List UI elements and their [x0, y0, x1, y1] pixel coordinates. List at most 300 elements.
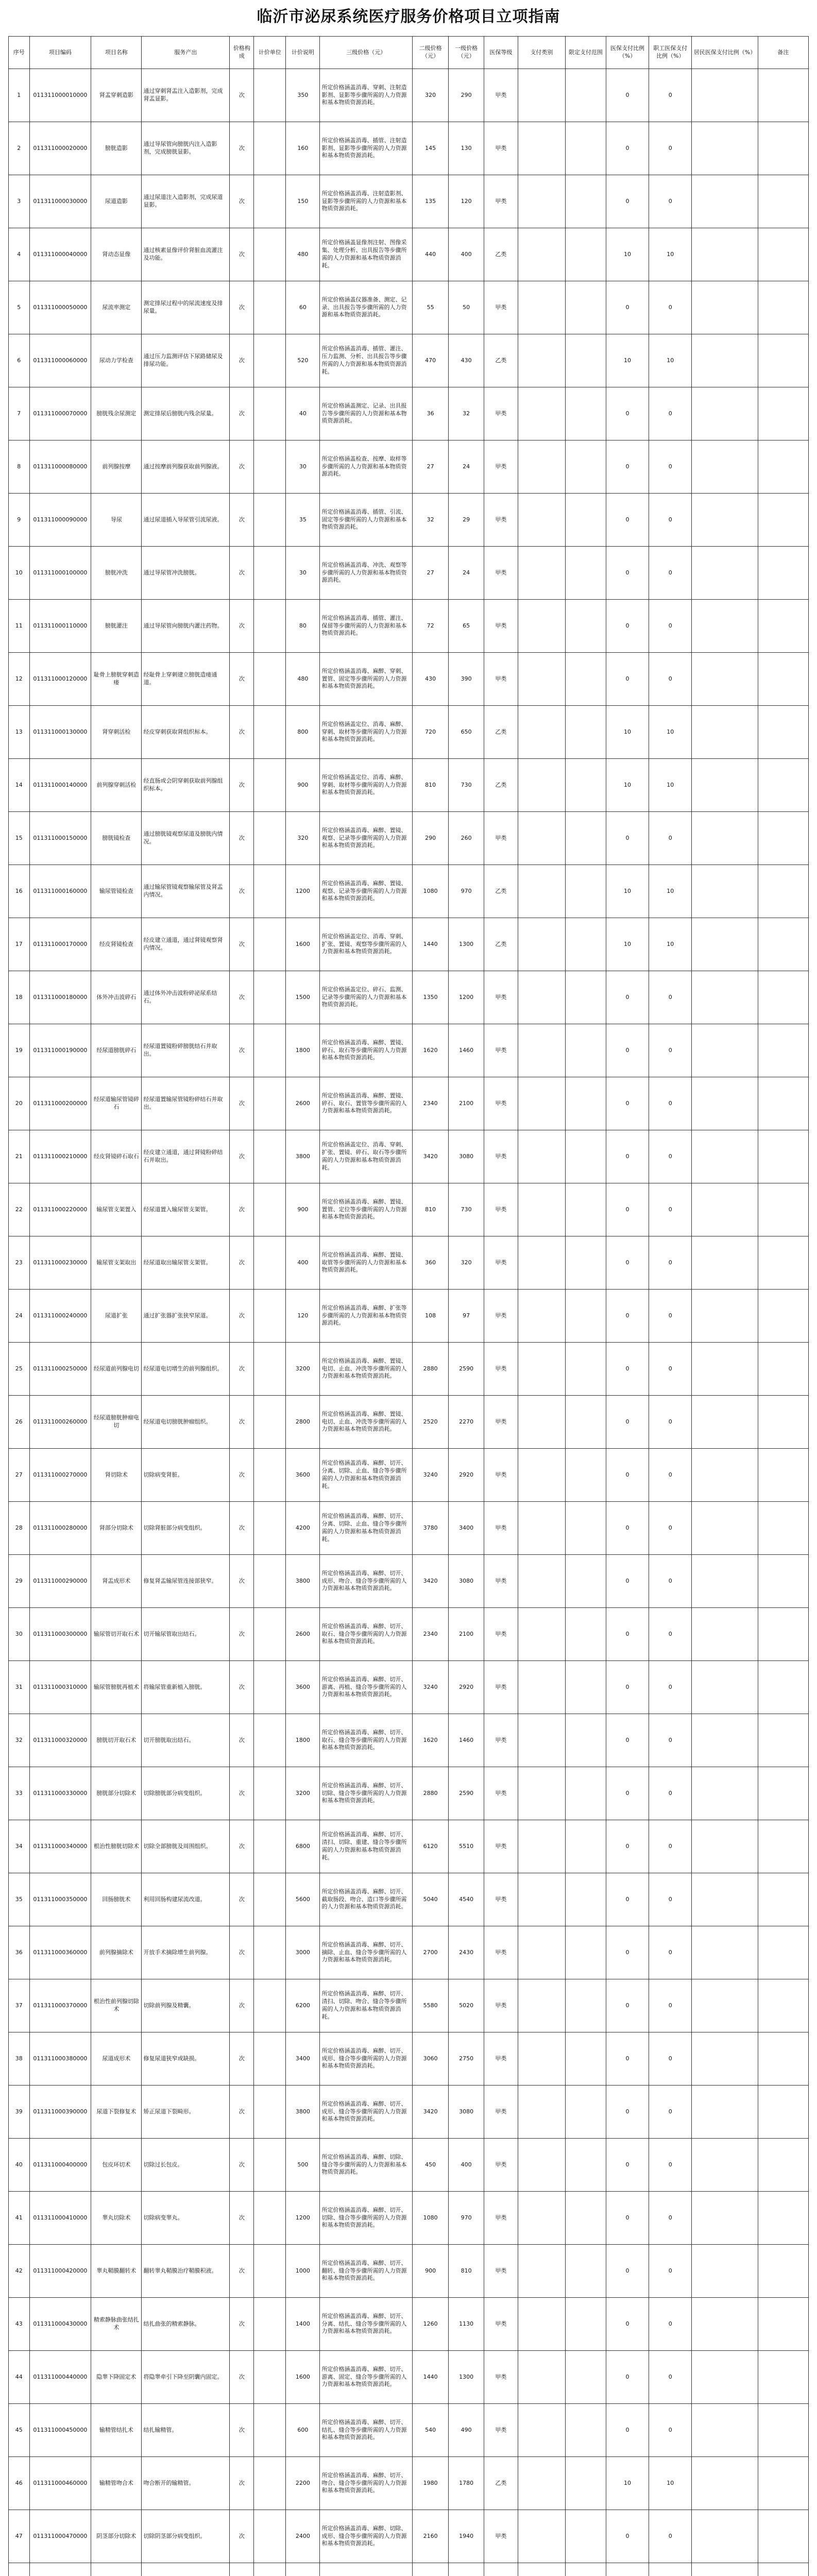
row-price-2: 1440: [412, 918, 448, 971]
row-insurance-class: 乙类: [484, 865, 518, 918]
row-unit-note: [254, 175, 286, 228]
row-composition: 所定价格涵盖定位、消毒、麻醉、穿刺、取材等步骤所需的人力资源和基本物质资源消耗。: [320, 706, 412, 759]
row-pay-type: [518, 2563, 565, 2576]
row-insurance-class: 甲类: [484, 1714, 518, 1767]
row-seq: 39: [9, 2086, 30, 2139]
row-name: 尿道造影: [91, 175, 142, 228]
row-unit: 次: [230, 1767, 254, 1820]
row-price-2: 540: [412, 2404, 448, 2457]
row-composition: 所定价格涵盖消毒、冲洗、观察等步骤所需的人力资源和基本物质资源消耗。: [320, 547, 412, 600]
row-ratio-worker: 10: [649, 865, 692, 918]
column-header: 二级价格（元）: [412, 37, 448, 69]
row-ratio: 0: [606, 1661, 649, 1714]
row-insurance-class: 甲类: [484, 971, 518, 1024]
row-name: 膀胱造影: [91, 122, 142, 175]
row-ratio-worker: 0: [649, 653, 692, 706]
row-unit: 次: [230, 1979, 254, 2032]
row-price-1: 730: [449, 1183, 484, 1236]
row-ratio-worker: 0: [649, 1183, 692, 1236]
row-insurance-class: 乙类: [484, 759, 518, 812]
row-ratio-resident: [692, 1661, 758, 1714]
row-limit: [565, 1820, 606, 1873]
row-code: 011311000240000: [29, 1290, 91, 1343]
row-pay-type: [518, 1661, 565, 1714]
row-name: 根治性前列腺切除术: [91, 1979, 142, 2032]
row-price-3: 600: [286, 2404, 320, 2457]
row-ratio-resident: [692, 2192, 758, 2245]
row-insurance-class: 甲类: [484, 2245, 518, 2298]
row-price-3: 2600: [286, 1077, 320, 1130]
row-price-3: 480: [286, 653, 320, 706]
row-composition: 所定价格涵盖显像剂注射、图像采集、处理分析、出具报告等步骤所需的人力资源和基本物质资源消耗。: [320, 228, 412, 281]
row-composition: 所定价格涵盖消毒、麻醉、切开、分离、结扎、缝合等步骤所需的人力资源和基本物质资源消耗。: [320, 2298, 412, 2351]
row-insurance-class: 甲类: [484, 2086, 518, 2139]
row-pay-type: [518, 1714, 565, 1767]
row-ratio-worker: 0: [649, 494, 692, 547]
row-price-1: 400: [449, 228, 484, 281]
row-ratio-resident: [692, 2563, 758, 2576]
row-name: 肾部分切除术: [91, 1502, 142, 1555]
row-name: 肾盂成形术: [91, 1555, 142, 1608]
row-unit: 次: [230, 281, 254, 334]
row-output: 经皮穿刺获取肾组织标本。: [142, 706, 230, 759]
row-ratio-resident: [692, 1236, 758, 1290]
row-composition: 所定价格涵盖定位、消毒、穿刺、扩张、置镜、观察等步骤所需的人力资源和基本物质资源消耗。: [320, 918, 412, 971]
row-ratio-resident: [692, 1077, 758, 1130]
row-limit: [565, 1236, 606, 1290]
row-unit-note: [254, 1714, 286, 1767]
row-price-2: 1350: [412, 971, 448, 1024]
row-insurance-class: 甲类: [484, 122, 518, 175]
row-price-3: 5600: [286, 1873, 320, 1926]
row-code: 011311000050000: [29, 281, 91, 334]
row-price-1: 5510: [449, 1820, 484, 1873]
row-ratio-worker: 0: [649, 1236, 692, 1290]
row-price-1: 120: [449, 175, 484, 228]
row-ratio: [606, 2563, 649, 2576]
table-row: [9, 706, 809, 759]
row-note: [758, 971, 808, 1024]
row-insurance-class: 甲类: [484, 1343, 518, 1396]
row-ratio: 0: [606, 122, 649, 175]
row-price-1: 1460: [449, 1024, 484, 1077]
row-ratio-worker: 0: [649, 2510, 692, 2563]
row-composition: 所定价格涵盖消毒、麻醉、置镜、碎石、取石等步骤所需的人力资源和基本物质资源消耗。: [320, 1024, 412, 1077]
row-limit: [565, 175, 606, 228]
table-row: [9, 2510, 809, 2563]
row-ratio: 0: [606, 69, 649, 122]
row-output: 测定排尿过程中的尿流速度及排尿量。: [142, 281, 230, 334]
row-seq: 46: [9, 2457, 30, 2510]
row-ratio-resident: [692, 2139, 758, 2192]
row-ratio: 0: [606, 387, 649, 440]
row-name: 膀胱部分切除术: [91, 1767, 142, 1820]
row-seq: 35: [9, 1873, 30, 1926]
row-code: 011311000460000: [29, 2457, 91, 2510]
row-price-2: 2160: [412, 2510, 448, 2563]
row-note: [758, 1236, 808, 1290]
table-body: [9, 69, 809, 2576]
row-pay-type: [518, 334, 565, 387]
row-output: 经皮建立通道，通过肾镜粉碎结石并取出。: [142, 1130, 230, 1183]
row-ratio: 0: [606, 1820, 649, 1873]
row-price-3: 3800: [286, 2086, 320, 2139]
row-seq: 17: [9, 918, 30, 971]
row-composition: 所定价格涵盖仪器准备、测定、记录、出具报告等步骤所需的人力资源和基本物质资源消耗。: [320, 281, 412, 334]
row-code: 011311000430000: [29, 2298, 91, 2351]
row-ratio-resident: [692, 1024, 758, 1077]
table-row: [9, 1343, 809, 1396]
row-insurance-class: 甲类: [484, 1502, 518, 1555]
row-code: [29, 2563, 91, 2576]
row-unit: 次: [230, 1343, 254, 1396]
row-insurance-class: 甲类: [484, 1767, 518, 1820]
row-ratio-worker: 0: [649, 1661, 692, 1714]
document-title: 临沂市泌尿系统医疗服务价格项目立项指南: [257, 8, 560, 26]
row-unit-note: [254, 600, 286, 653]
row-ratio: 0: [606, 1926, 649, 1979]
row-note: [758, 2192, 808, 2245]
row-limit: [565, 1130, 606, 1183]
row-price-2: 3420: [412, 1130, 448, 1183]
row-ratio-resident: [692, 175, 758, 228]
table-row: [9, 2086, 809, 2139]
row-unit: 次: [230, 69, 254, 122]
row-limit: [565, 1396, 606, 1449]
row-composition: 所定价格涵盖定位、消毒、麻醉、穿刺、取材等步骤所需的人力资源和基本物质资源消耗。: [320, 759, 412, 812]
row-price-1: 320: [449, 1236, 484, 1290]
row-composition: 所定价格涵盖消毒、麻醉、切开、成形、吻合、缝合等步骤所需的人力资源和基本物质资源消耗。: [320, 1555, 412, 1608]
row-seq: 24: [9, 1290, 30, 1343]
row-composition: 所定价格涵盖消毒、麻醉、切开、游离、固定、缝合等步骤所需的人力资源和基本物质资源消耗。: [320, 2351, 412, 2404]
row-name: 前列腺摘除术: [91, 1926, 142, 1979]
row-ratio-worker: 0: [649, 2351, 692, 2404]
row-code: 011311000200000: [29, 1077, 91, 1130]
row-pay-type: [518, 2457, 565, 2510]
row-price-3: 1800: [286, 1024, 320, 1077]
row-limit: [565, 2032, 606, 2086]
row-pay-type: [518, 865, 565, 918]
row-ratio-resident: [692, 2510, 758, 2563]
row-output: 通过压力监测评估下尿路储尿及排尿功能。: [142, 334, 230, 387]
row-price-3: 350: [286, 69, 320, 122]
table-row: [9, 1183, 809, 1236]
table-row: [9, 1820, 809, 1873]
row-composition: 所定价格涵盖消毒、麻醉、切开、游离、再植、缝合等步骤所需的人力资源和基本物质资源消耗。: [320, 1661, 412, 1714]
row-pay-type: [518, 1024, 565, 1077]
row-unit-note: [254, 1236, 286, 1290]
row-insurance-class: 甲类: [484, 440, 518, 494]
row-price-1: 2430: [449, 1926, 484, 1979]
row-pay-type: [518, 1926, 565, 1979]
row-seq: 7: [9, 387, 30, 440]
row-insurance-class: 甲类: [484, 1555, 518, 1608]
table-row: [9, 1449, 809, 1502]
row-insurance-class: 甲类: [484, 1979, 518, 2032]
table-row: [9, 1024, 809, 1077]
row-insurance-class: 甲类: [484, 1183, 518, 1236]
row-price-2: 810: [412, 1183, 448, 1236]
row-output: 经尿道取出输尿管支架管。: [142, 1236, 230, 1290]
row-limit: [565, 440, 606, 494]
row-ratio: 0: [606, 2404, 649, 2457]
table-row: [9, 334, 809, 387]
row-unit: 次: [230, 1449, 254, 1502]
column-header: 医保等级: [484, 37, 518, 69]
row-price-2: 2880: [412, 1767, 448, 1820]
row-price-3: 1600: [286, 918, 320, 971]
row-name: 尿流率测定: [91, 281, 142, 334]
row-ratio: 10: [606, 228, 649, 281]
row-limit: [565, 2245, 606, 2298]
row-price-2: 1620: [412, 1714, 448, 1767]
row-output: 经尿道电切膀胱肿瘤组织。: [142, 1396, 230, 1449]
row-note: [758, 1077, 808, 1130]
column-header: 居民医保支付比例（%）: [692, 37, 758, 69]
row-output: 经尿道置镜粉碎膀胱结石并取出。: [142, 1024, 230, 1077]
row-note: [758, 759, 808, 812]
row-unit-note: [254, 494, 286, 547]
row-insurance-class: 甲类: [484, 653, 518, 706]
row-code: 011311000290000: [29, 1555, 91, 1608]
row-name: 耻骨上膀胱穿刺造瘘: [91, 653, 142, 706]
row-price-1: 400: [449, 2139, 484, 2192]
row-ratio-worker: 0: [649, 1820, 692, 1873]
row-unit: 次: [230, 706, 254, 759]
row-insurance-class: 甲类: [484, 2510, 518, 2563]
row-price-1: 130: [449, 122, 484, 175]
row-name: 肾盂穿刺造影: [91, 69, 142, 122]
row-unit-note: [254, 228, 286, 281]
row-price-1: 430: [449, 334, 484, 387]
row-ratio-resident: [692, 1396, 758, 1449]
row-unit: 次: [230, 1926, 254, 1979]
row-price-1: 3080: [449, 1130, 484, 1183]
row-pay-type: [518, 2086, 565, 2139]
row-ratio-resident: [692, 281, 758, 334]
row-note: [758, 1873, 808, 1926]
row-ratio-worker: 0: [649, 547, 692, 600]
row-ratio: 10: [606, 706, 649, 759]
row-name: 隐睾下降固定术: [91, 2351, 142, 2404]
row-price-3: 6800: [286, 1820, 320, 1873]
row-unit-note: [254, 2563, 286, 2576]
row-price-2: 2880: [412, 1343, 448, 1396]
row-composition: 所定价格涵盖消毒、注射造影剂、显影等步骤所需的人力资源和基本物质资源消耗。: [320, 175, 412, 228]
row-code: 011311000130000: [29, 706, 91, 759]
row-ratio: 0: [606, 1343, 649, 1396]
row-composition: 所定价格涵盖消毒、插管、注射造影剂、显影等步骤所需的人力资源和基本物质资源消耗。: [320, 122, 412, 175]
table-row: [9, 759, 809, 812]
row-unit: 次: [230, 122, 254, 175]
row-code: 011311000380000: [29, 2032, 91, 2086]
row-code: 011311000400000: [29, 2139, 91, 2192]
row-insurance-class: 甲类: [484, 1130, 518, 1183]
row-insurance-class: 乙类: [484, 2457, 518, 2510]
row-output: 通过导尿管向膀胱内注入造影剂，完成膀胱显影。: [142, 122, 230, 175]
row-unit-note: [254, 334, 286, 387]
row-ratio-resident: [692, 812, 758, 865]
row-price-2: 2340: [412, 1608, 448, 1661]
row-ratio-resident: [692, 1820, 758, 1873]
row-price-2: 32: [412, 494, 448, 547]
row-price-1: 29: [449, 494, 484, 547]
table-row: [9, 440, 809, 494]
row-note: [758, 1979, 808, 2032]
row-code: 011311000390000: [29, 2086, 91, 2139]
row-note: [758, 281, 808, 334]
row-ratio-worker: 0: [649, 2032, 692, 2086]
row-output: 吻合断开的输精管。: [142, 2457, 230, 2510]
row-limit: [565, 1343, 606, 1396]
row-composition: 所定价格涵盖消毒、麻醉、置镜、观察、记录等步骤所需的人力资源和基本物质资源消耗。: [320, 812, 412, 865]
row-name: 输精管结扎术: [91, 2404, 142, 2457]
row-unit: 次: [230, 1077, 254, 1130]
table-row: [9, 228, 809, 281]
row-output: 利用回肠构建尿流改道。: [142, 1873, 230, 1926]
row-name: 根治性膀胱切除术: [91, 1820, 142, 1873]
table-row: [9, 175, 809, 228]
row-limit: [565, 600, 606, 653]
row-name: 前列腺穿刺活检: [91, 759, 142, 812]
column-header: 职工医保支付比例（%）: [649, 37, 692, 69]
row-price-1: 1780: [449, 2457, 484, 2510]
row-ratio: 0: [606, 547, 649, 600]
row-unit: 次: [230, 440, 254, 494]
row-limit: [565, 1024, 606, 1077]
row-pay-type: [518, 1767, 565, 1820]
row-price-2: 440: [412, 228, 448, 281]
row-unit-note: [254, 971, 286, 1024]
table-row: [9, 2351, 809, 2404]
row-ratio-resident: [692, 1926, 758, 1979]
row-name: 输尿管镜检查: [91, 865, 142, 918]
row-ratio-worker: 0: [649, 1714, 692, 1767]
row-composition: 所定价格涵盖定位、碎石、监测、记录等步骤所需的人力资源和基本物质资源消耗。: [320, 971, 412, 1024]
row-ratio-worker: 0: [649, 440, 692, 494]
row-output: 经尿道置入输尿管支架管。: [142, 1183, 230, 1236]
row-limit: [565, 1449, 606, 1502]
row-ratio-worker: 10: [649, 918, 692, 971]
row-unit-note: [254, 1608, 286, 1661]
row-price-2: 3060: [412, 2032, 448, 2086]
row-price-1: 24: [449, 440, 484, 494]
row-limit: [565, 2192, 606, 2245]
row-ratio: 0: [606, 1077, 649, 1130]
row-unit-note: [254, 1290, 286, 1343]
row-composition: 所定价格涵盖消毒、麻醉、置镜、电切、止血、冲洗等步骤所需的人力资源和基本物质资源消耗。: [320, 1396, 412, 1449]
row-seq: 31: [9, 1661, 30, 1714]
row-code: 011311000260000: [29, 1396, 91, 1449]
row-composition: 所定价格涵盖消毒、麻醉、切开、成形、缝合等步骤所需的人力资源和基本物质资源消耗。: [320, 2032, 412, 2086]
row-price-1: 1460: [449, 1714, 484, 1767]
row-name: 尿道扩张: [91, 1290, 142, 1343]
row-ratio: 0: [606, 440, 649, 494]
row-code: 011311000280000: [29, 1502, 91, 1555]
row-seq: 38: [9, 2032, 30, 2086]
row-output: 切除过长包皮。: [142, 2139, 230, 2192]
row-limit: [565, 2086, 606, 2139]
row-unit-note: [254, 1130, 286, 1183]
row-price-2: 5040: [412, 1873, 448, 1926]
row-price-3: 2800: [286, 1396, 320, 1449]
row-name: [91, 2563, 142, 2576]
row-unit-note: [254, 2086, 286, 2139]
row-composition: 所定价格涵盖消毒、麻醉、置镜、观察、记录等步骤所需的人力资源和基本物质资源消耗。: [320, 865, 412, 918]
row-code: 011311000340000: [29, 1820, 91, 1873]
row-ratio-resident: [692, 2404, 758, 2457]
row-insurance-class: 甲类: [484, 69, 518, 122]
row-price-1: 1200: [449, 971, 484, 1024]
row-ratio-resident: [692, 69, 758, 122]
row-price-1: 97: [449, 1290, 484, 1343]
row-ratio-worker: 10: [649, 759, 692, 812]
row-insurance-class: 甲类: [484, 1926, 518, 1979]
row-composition: 所定价格涵盖消毒、麻醉、置镜、电切、止血、冲洗等步骤所需的人力资源和基本物质资源消耗。: [320, 1343, 412, 1396]
row-price-2: 720: [412, 706, 448, 759]
row-composition: 所定价格涵盖定位、消毒、穿刺、扩张、置镜、碎石、取石等步骤所需的人力资源和基本物质资源消耗。: [320, 1130, 412, 1183]
row-unit-note: [254, 1502, 286, 1555]
row-seq: 29: [9, 1555, 30, 1608]
row-unit-note: [254, 2404, 286, 2457]
row-ratio: 10: [606, 918, 649, 971]
row-seq: 33: [9, 1767, 30, 1820]
row-unit: 次: [230, 1661, 254, 1714]
row-name: 膀胱残余尿测定: [91, 387, 142, 440]
column-header: 价格构成: [230, 37, 254, 69]
row-ratio-worker: 10: [649, 2457, 692, 2510]
row-output: 切除病变睾丸。: [142, 2192, 230, 2245]
row-output: 通过穿刺肾盂注入造影剂，完成肾盂显影。: [142, 69, 230, 122]
row-pay-type: [518, 812, 565, 865]
row-unit: 次: [230, 2086, 254, 2139]
row-limit: [565, 2457, 606, 2510]
row-ratio-worker: 0: [649, 2139, 692, 2192]
row-note: [758, 1555, 808, 1608]
row-unit: 次: [230, 547, 254, 600]
table-row: [9, 918, 809, 971]
row-price-2: 27: [412, 547, 448, 600]
row-ratio: 0: [606, 1290, 649, 1343]
table-row: [9, 2192, 809, 2245]
row-ratio-worker: 0: [649, 1449, 692, 1502]
table-row: [9, 1502, 809, 1555]
row-seq: 45: [9, 2404, 30, 2457]
row-pay-type: [518, 1343, 565, 1396]
row-seq: 42: [9, 2245, 30, 2298]
row-price-1: 2920: [449, 1661, 484, 1714]
row-output: 切除膀胱部分病变组织。: [142, 1767, 230, 1820]
row-limit: [565, 281, 606, 334]
row-price-3: 150: [286, 175, 320, 228]
row-price-2: 2700: [412, 1926, 448, 1979]
row-limit: [565, 918, 606, 971]
row-price-2: 430: [412, 653, 448, 706]
row-unit: 次: [230, 2245, 254, 2298]
row-composition: 所定价格涵盖测定、记录、出具报告等步骤所需的人力资源和基本物质资源消耗。: [320, 387, 412, 440]
row-output: 经尿道电切增生的前列腺组织。: [142, 1343, 230, 1396]
row-pay-type: [518, 387, 565, 440]
row-ratio: 0: [606, 2139, 649, 2192]
row-note: [758, 547, 808, 600]
row-ratio: 0: [606, 2351, 649, 2404]
row-unit: 次: [230, 1820, 254, 1873]
row-composition: 所定价格涵盖消毒、插管、灌注、保留等步骤所需的人力资源和基本物质资源消耗。: [320, 600, 412, 653]
row-pay-type: [518, 228, 565, 281]
row-name: 经尿道输尿管镜碎石: [91, 1077, 142, 1130]
row-name: 输尿管膀胱再植术: [91, 1661, 142, 1714]
row-seq: 43: [9, 2298, 30, 2351]
